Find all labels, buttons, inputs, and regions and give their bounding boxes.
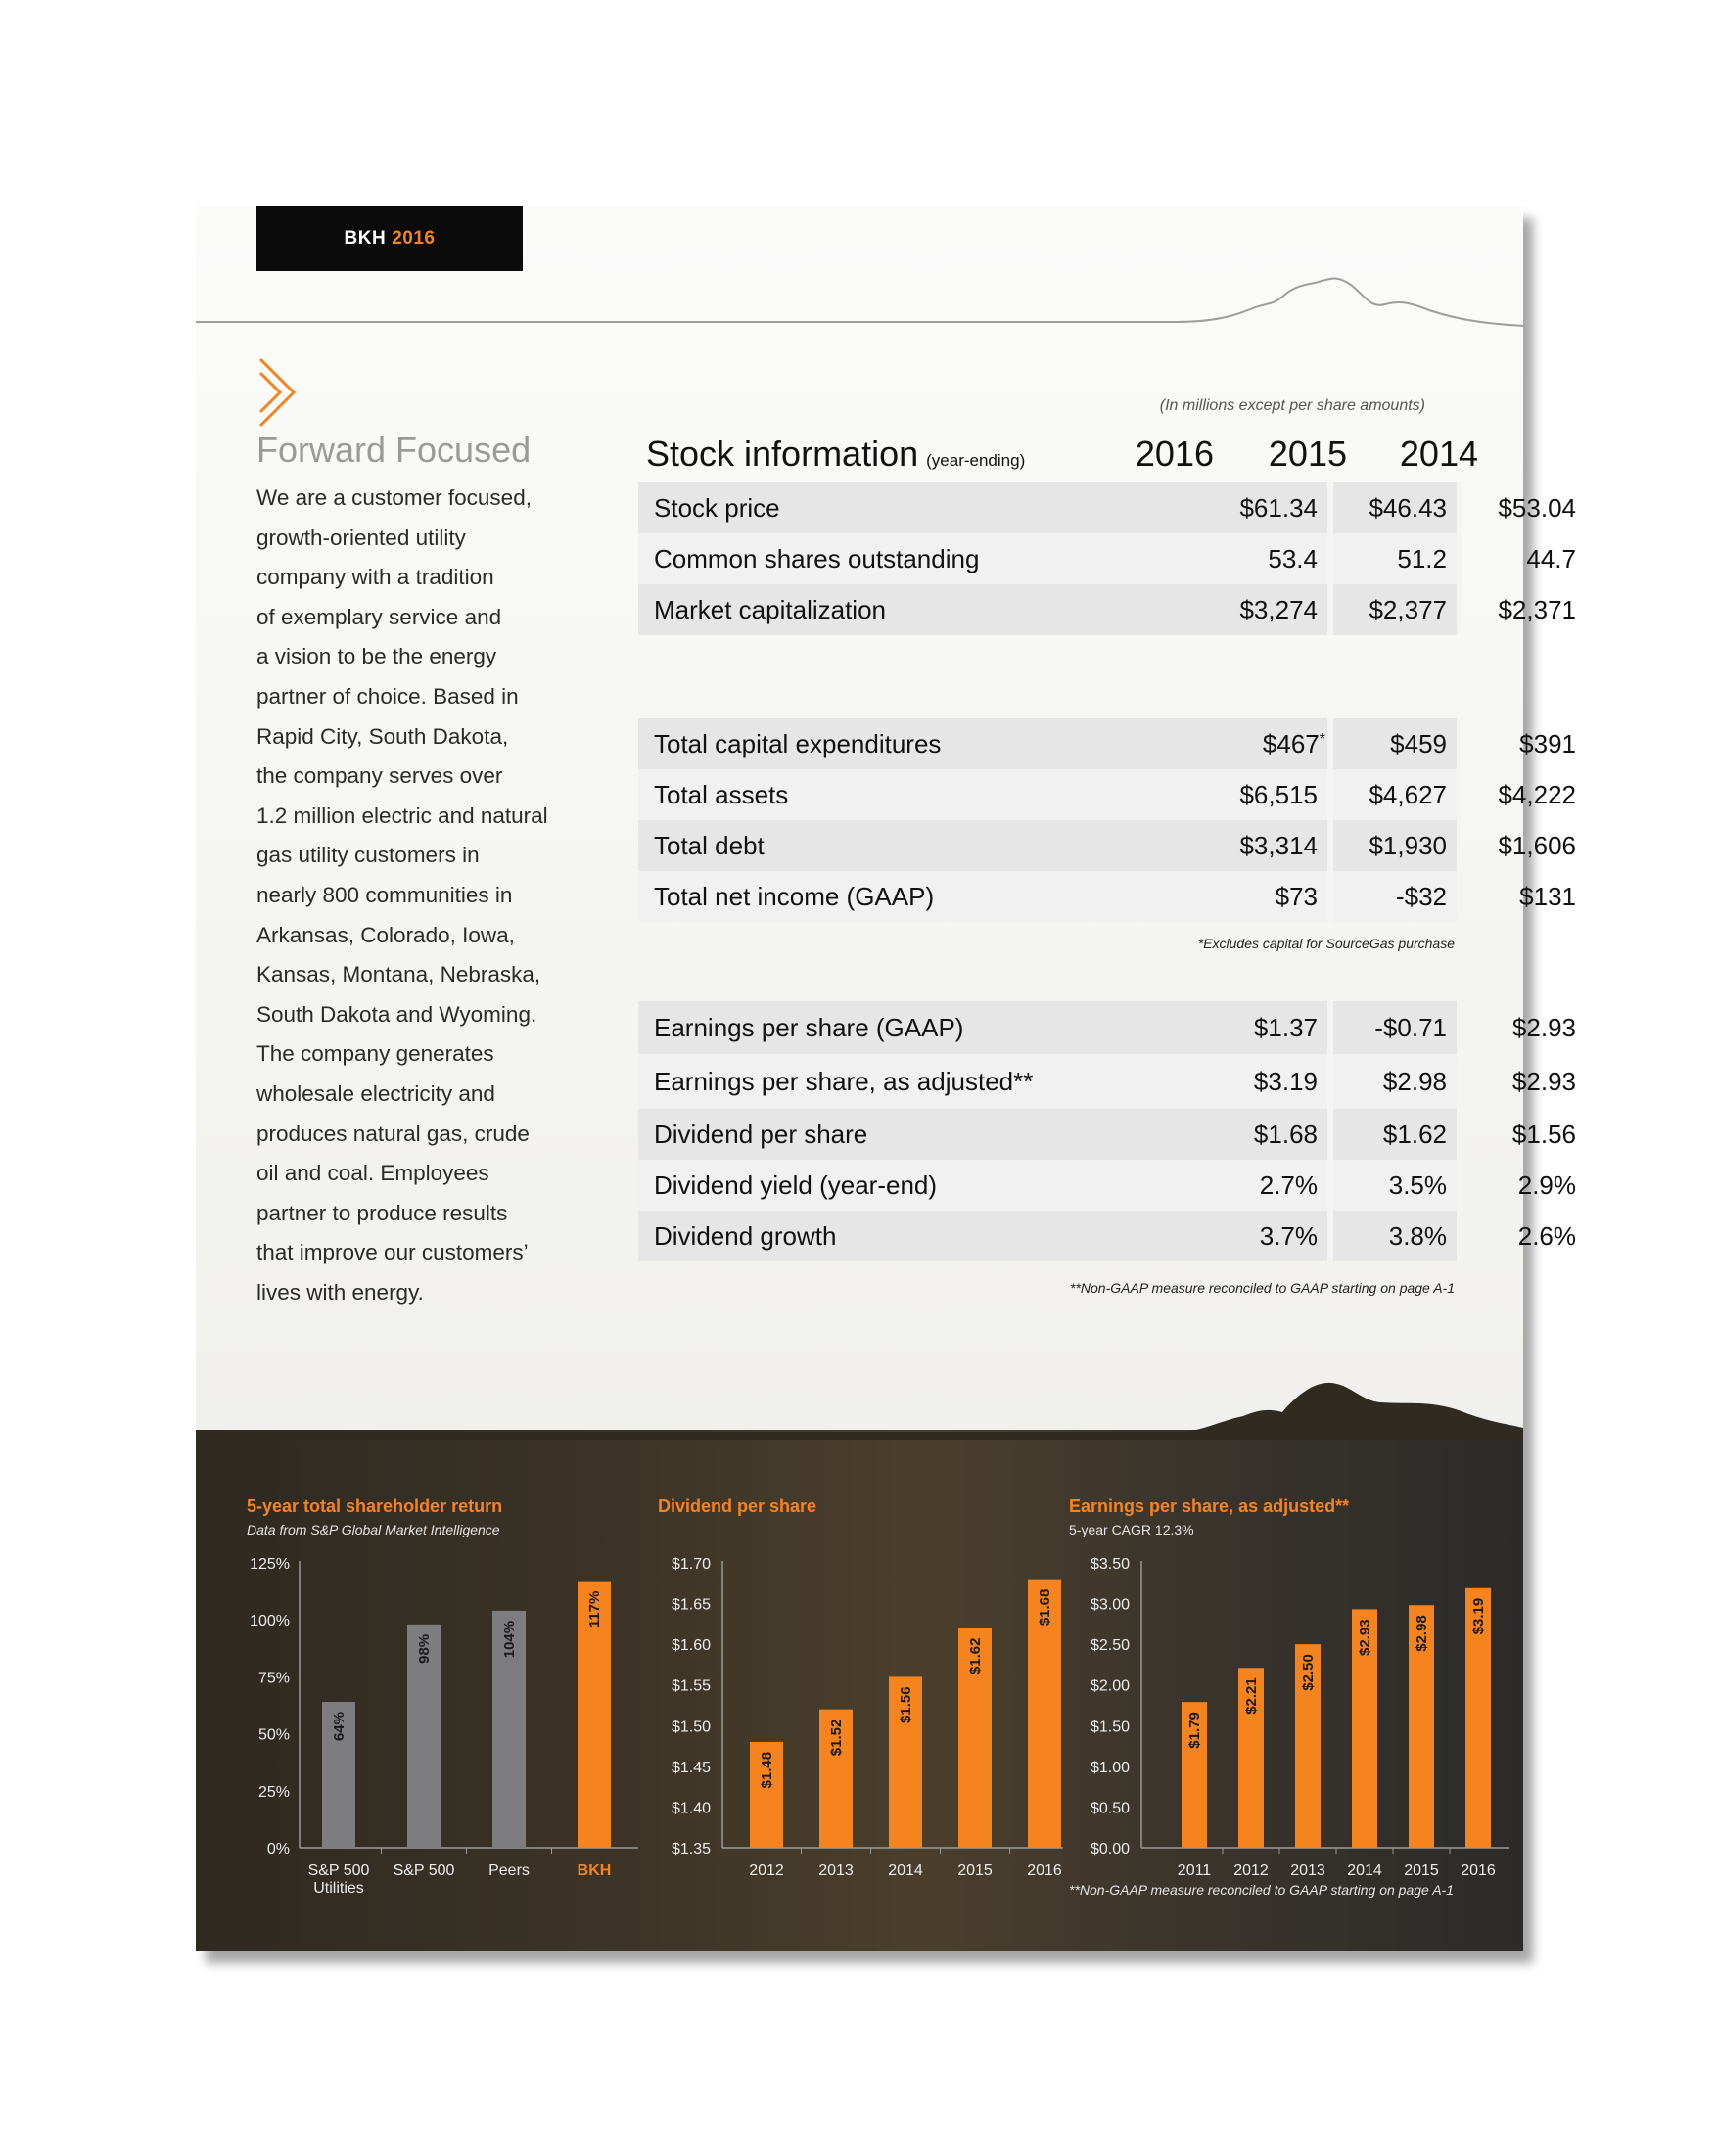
units-note: (In millions except per share amounts) [1159,397,1425,414]
intro-line: growth-oriented utility [256,525,466,550]
y-tick-label: $1.45 [671,1759,711,1776]
intro-line: produces natural gas, crude [256,1121,530,1146]
row-value-text: $2,371 [1498,594,1576,624]
x-category-label: Peers [488,1862,530,1879]
header-brand: BKH [344,228,387,249]
y-tick-label: 75% [257,1670,290,1687]
row-value-text: $3,274 [1239,594,1318,624]
table-title-text: Stock information [646,434,919,474]
x-category-label: 2012 [1233,1862,1269,1879]
row-value-text: $391 [1519,728,1576,758]
intro-line: lives with energy. [256,1279,424,1305]
row-value-text: $1.62 [1382,1119,1447,1149]
y-tick-label: 25% [257,1783,290,1801]
y-tick-label: $1.35 [671,1841,711,1858]
row-value-text: $3,314 [1239,830,1318,860]
intro-line: that improve our customers’ [256,1240,529,1265]
year-header-2014: 2014 [1399,434,1478,474]
row-value-text: $459 [1390,728,1447,758]
row-label: Dividend growth [654,1220,837,1251]
intro-line: 1.2 million electric and natural [256,803,548,828]
y-tick-label: $1.55 [671,1677,711,1695]
chart-eps-adjusted [196,206,1523,1951]
y-tick-label: 50% [257,1726,290,1744]
bar-value-label: $1.52 [828,1719,845,1757]
y-tick-label: 0% [266,1841,290,1858]
y-tick-label: $3.50 [1090,1556,1130,1573]
row-value-text: 2.6% [1517,1220,1576,1251]
x-category-label: 2015 [1404,1862,1439,1879]
row-value-text: $4,627 [1369,779,1447,809]
row-label: Dividend per share [654,1119,868,1149]
row-label: Earnings per share, as adjusted** [654,1066,1034,1096]
row-value-text: 3.7% [1259,1220,1318,1251]
row-value-text: $2.98 [1382,1066,1447,1096]
footnote-mark: * [1319,731,1325,748]
row-label: Total debt [654,830,765,860]
row-value-text: $3.19 [1253,1066,1318,1096]
bar-value-label: 117% [586,1590,603,1628]
row-value-text: $4,222 [1498,779,1576,809]
intro-line: The company generates [256,1041,494,1067]
x-category-label: 2016 [1027,1862,1062,1879]
row-value-text: $131 [1519,881,1576,911]
row-value-text: $2,377 [1369,594,1447,624]
row-value-text: 2.9% [1517,1170,1576,1200]
y-tick-label: $1.50 [671,1719,711,1736]
x-category-label: 2011 [1177,1862,1212,1879]
bar-value-label: 98% [416,1633,433,1664]
x-category-label: 2013 [1290,1862,1325,1879]
bar-value-label: $2.50 [1300,1654,1317,1691]
bar-value-label: $1.79 [1186,1712,1203,1749]
x-category-label: 2014 [888,1862,923,1879]
row-value-text: 2.7% [1259,1170,1318,1200]
y-tick-label: $0.50 [1090,1800,1130,1817]
row-label: Dividend yield (year-end) [654,1170,938,1200]
y-tick-label: $1.00 [1090,1759,1130,1776]
row-value-text: -$32 [1395,881,1447,911]
row-value-text: 53.4 [1268,543,1318,573]
intro-line: South Dakota and Wyoming. [256,1001,537,1027]
row-value-text: $53.04 [1498,492,1576,523]
header-year: 2016 [392,228,436,249]
footnote-capex: *Excludes capital for SourceGas purchase [1197,936,1455,951]
x-category-label: Utilities [313,1880,364,1897]
row-label: Market capitalization [654,594,886,624]
intro-line: Kansas, Montana, Nebraska, [256,962,541,987]
bar-value-label: $1.56 [898,1686,914,1723]
y-tick-label: $1.60 [671,1637,711,1655]
row-value-text: $1.56 [1511,1119,1576,1149]
y-tick-label: $1.70 [671,1556,711,1573]
row-label: Total net income (GAAP) [654,881,935,911]
intro-line: Rapid City, South Dakota, [256,723,509,749]
row-value-text: $1.37 [1253,1012,1318,1042]
y-tick-label: $2.50 [1090,1637,1130,1655]
row-label: Common shares outstanding [654,543,980,573]
intro-line: of exemplary service and [256,604,502,629]
intro-line: the company serves over [256,763,503,789]
row-label: Stock price [654,492,780,523]
chart2-title: Dividend per share [658,1496,817,1516]
x-category-label: BKH [577,1862,612,1879]
intro-line: oil and coal. Employees [256,1161,489,1186]
row-label: Total capital expenditures [654,728,942,758]
row-value-text: 3.5% [1388,1170,1447,1200]
row-value-text: $1,606 [1498,830,1576,860]
intro-line: a vision to be the energy [256,644,497,669]
intro-line: partner of choice. Based in [256,683,519,709]
year-header-2016: 2016 [1135,434,1214,474]
row-value-text: 51.2 [1397,543,1447,573]
intro-line: gas utility customers in [256,843,480,868]
y-tick-label: $2.00 [1090,1677,1130,1695]
x-category-label: 2012 [749,1862,784,1879]
bar-value-label: $1.62 [967,1637,984,1675]
row-value-text: $1,930 [1369,830,1447,860]
x-category-label: 2016 [1461,1862,1496,1879]
bar-value-label: $2.98 [1414,1615,1430,1652]
intro-line: Arkansas, Colorado, Iowa, [256,922,515,947]
y-tick-label: $1.50 [1090,1719,1130,1736]
bar-value-label: $2.93 [1357,1619,1373,1656]
row-value-text: $61.34 [1239,492,1318,523]
y-tick-label: 100% [250,1613,290,1630]
row-label: Total assets [654,779,789,809]
y-tick-label: $0.00 [1090,1841,1130,1858]
x-category-label: S&P 500 [393,1862,455,1879]
bar-value-label: $1.68 [1037,1588,1053,1627]
year-header-2015: 2015 [1268,434,1347,474]
bar-value-label: $2.21 [1243,1677,1260,1715]
x-category-label: 2014 [1347,1862,1382,1879]
intro-line: nearly 800 communities in [256,882,513,907]
y-tick-label: $1.65 [671,1596,711,1614]
intro-line: wholesale electricity and [256,1080,495,1106]
row-value-text: $467 [1262,728,1320,758]
intro-line: company with a tradition [256,565,494,590]
row-value-text: $2.93 [1511,1066,1576,1096]
bar-value-label: 64% [331,1712,348,1742]
row-value-text: 44.7 [1526,543,1576,573]
row-value-text: 3.8% [1388,1220,1447,1251]
row-value-text: $46.43 [1369,492,1447,523]
chart1-subtitle: Data from S&P Global Market Intelligence [247,1522,500,1537]
bar-value-label: $3.19 [1470,1597,1487,1635]
y-tick-label: $1.40 [671,1800,711,1817]
bar-value-label: 104% [501,1620,518,1659]
chart3-title: Earnings per share, as adjusted** [1069,1496,1350,1516]
footnote-non-gaap: **Non-GAAP measure reconciled to GAAP starting on page A-1 [1070,1280,1455,1296]
intro-line: We are a customer focused, [256,485,532,510]
x-category-label: 2013 [818,1862,854,1879]
row-value-text: -$0.71 [1374,1012,1447,1042]
row-value-text: $1.68 [1253,1119,1318,1149]
chart1-title: 5-year total shareholder return [247,1496,503,1516]
intro-title: Forward Focused [256,430,532,470]
chart3-subtitle: 5-year CAGR 12.3% [1069,1522,1194,1537]
table-title-small: (year-ending) [926,451,1026,470]
row-value-text: $6,515 [1239,779,1318,809]
x-category-label: S&P 500 [307,1862,370,1879]
bar-value-label: $1.48 [759,1751,775,1789]
y-tick-label: $3.00 [1090,1596,1130,1614]
row-value-text: $2.93 [1511,1012,1576,1042]
x-category-label: 2015 [957,1862,993,1879]
report-page [196,206,1576,1951]
row-label: Earnings per share (GAAP) [654,1012,964,1042]
row-value-text: $73 [1275,881,1318,911]
intro-line: partner to produce results [256,1200,508,1225]
y-tick-label: 125% [250,1556,290,1573]
chart3-note: **Non-GAAP measure reconciled to GAAP starting on page A-1 [1069,1882,1454,1898]
